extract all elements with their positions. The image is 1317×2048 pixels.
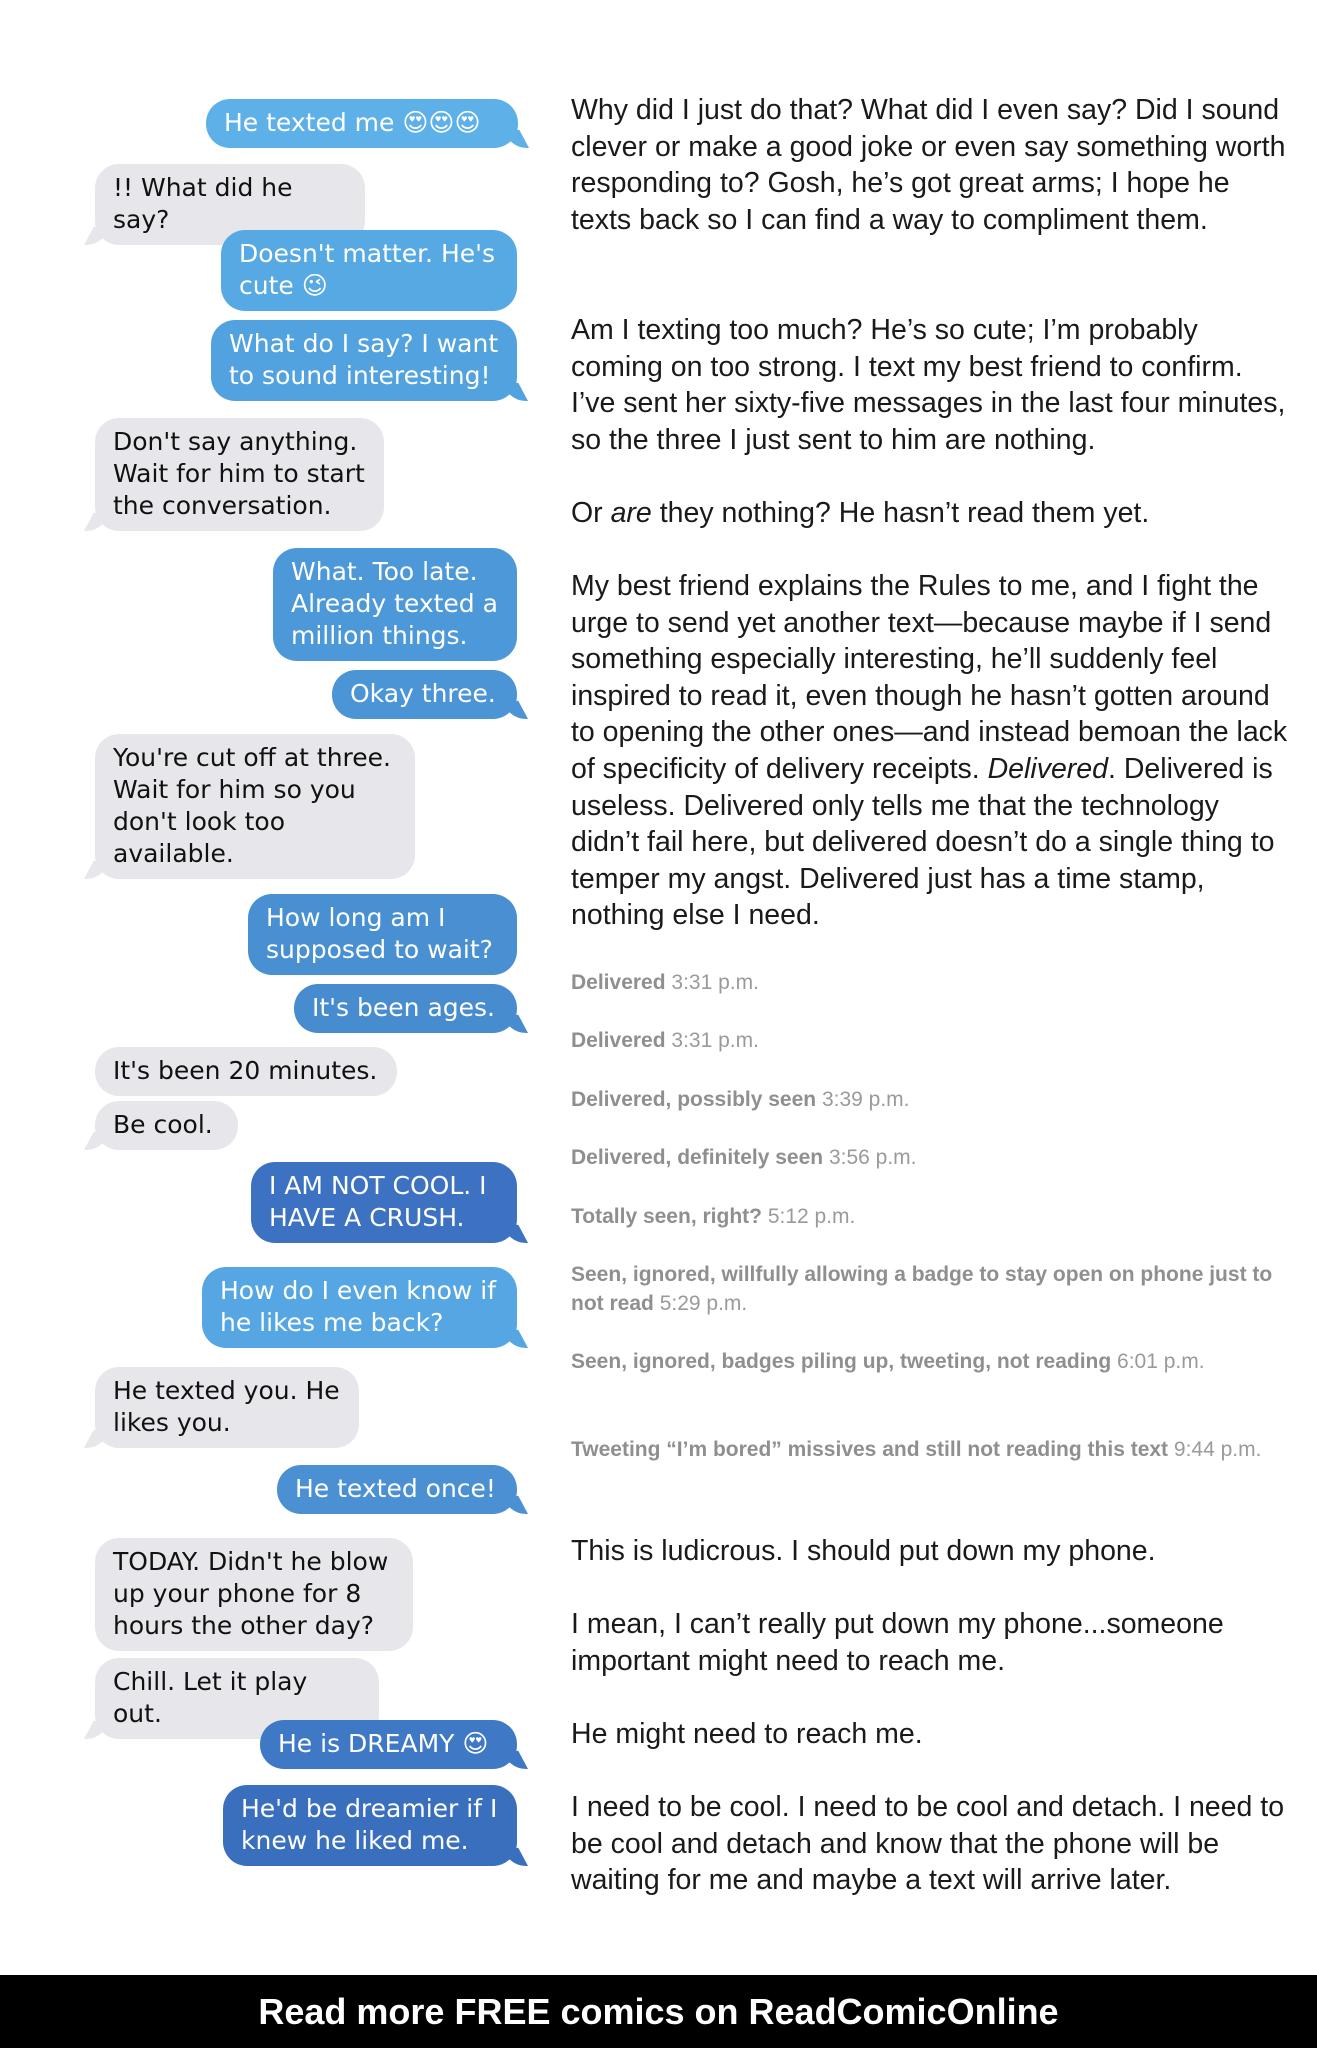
chat-thread [0,0,540,1970]
delivery-receipt [571,1435,1291,1464]
narration-paragraph [571,568,1291,934]
delivery-receipt [571,968,1291,997]
message-bubble-sent: I AM NOT COOL. I HAVE A CRUSH. [251,1162,517,1243]
receipt-status: Delivered, possibly seen [571,1088,817,1111]
receipt-status: Seen, ignored, badges piling up, tweeting, not reading [571,1350,1112,1373]
footer-text: Read more FREE comics on ReadComicOnline [258,1991,1059,2032]
footer-banner [0,1975,1317,2048]
message-bubble-received: Chill. Let it play out. [95,1658,379,1739]
message-bubble-sent: What. Too late. Already texted a million things. [273,548,517,661]
narration-text: they nothing? He hasn’t read them yet. [651,497,1150,529]
receipt-time: 5:29 p.m. [659,1292,748,1315]
narration-text: . Delivered is useless. Delivered only tells me that the technology didn’t fail here, but delivered doesn’t do a single thing to temper my angst. Delivered just has a time stamp, nothing else I need. [571,752,1275,932]
narration-paragraph: Am I texting too much? He’s so cute; I’m probably coming on too strong. I text my best friend to confirm. I’ve sent her sixty-five messages in the last four minutes, so the three I just sent to him are nothing. [571,314,1286,456]
message-bubble-received: Don't say anything. Wait for him to start the conversation. [95,418,384,531]
message-bubble-sent: He texted once! [277,1465,517,1514]
narration-paragraph: I mean, I can’t really put down my phone...someone important might need to reach me. [571,1608,1224,1677]
message-bubble-sent: What do I say? I want to sound interesting! [211,320,517,401]
message-bubble-sent: He'd be dreamier if I knew he liked me. [223,1785,517,1866]
receipt-status: Delivered [571,971,666,994]
narration-paragraph: I need to be cool. I need to be cool and detach. I need to be cool and detach and know that the phone will be waiting for me and maybe a text will arrive later. [571,1791,1285,1897]
receipt-status: Totally seen, right? [571,1205,762,1228]
message-bubble-received: Be cool. [95,1101,238,1150]
receipt-time: 3:39 p.m. [821,1088,910,1111]
narration-emphasis: are [610,497,652,529]
receipt-time: 3:31 p.m. [671,971,759,994]
receipt-time: 6:01 p.m. [1117,1350,1205,1373]
message-bubble-sent: Doesn't matter. He's cute 😉 [221,230,517,311]
receipt-time: 3:56 p.m. [828,1146,917,1169]
message-bubble-sent: He texted me 😍😍😍 [206,99,518,148]
receipt-time: 5:12 p.m. [767,1205,856,1228]
narration-text: Or [571,497,611,529]
message-bubble-received: It's been 20 minutes. [95,1047,397,1096]
receipt-status: Delivered [571,1029,666,1052]
receipt-time: 3:31 p.m. [671,1029,759,1052]
narration-paragraph [571,495,1291,532]
message-bubble-sent: How long am I supposed to wait? [248,894,517,975]
delivery-receipt [571,1085,1291,1114]
narration-text: My best friend explains the Rules to me, and I fight the urge to send yet another text—because maybe if I send something especially interesting, he’ll suddenly feel inspired to read it, even though he hasn’t gotten around to opening the other ones—and instead bemoan the lack of specificity of delivery receipts. [571,570,1288,785]
message-bubble-sent: How do I even know if he likes me back? [202,1267,517,1348]
delivery-receipt [571,1143,1291,1172]
receipt-status: Delivered, definitely seen [571,1146,824,1169]
message-bubble-received: You're cut off at three. Wait for him so you don't look too available. [95,734,415,879]
delivery-receipt [571,1347,1291,1376]
message-bubble-sent: Okay three. [332,670,517,719]
narration-paragraph: Why did I just do that? What did I even say? Did I sound clever or make a good joke or even say something worth responding to? Gosh, he’s got great arms; I hope he texts back so I can find a way to compliment them. [571,94,1286,236]
message-bubble-received: TODAY. Didn't he blow up your phone for 8 hours the other day? [95,1538,413,1651]
receipt-status: Tweeting “I’m bored” missives and still not reading this text [571,1438,1169,1461]
delivery-receipt [571,1260,1291,1318]
message-bubble-sent: It's been ages. [294,984,517,1033]
message-bubble-received: !! What did he say? [95,164,365,245]
receipt-time: 9:44 p.m. [1173,1438,1262,1461]
delivery-receipt [571,1202,1291,1231]
receipt-status: Seen, ignored, willfully allowing a badge to stay open on phone just to not read [571,1263,1273,1315]
narration-paragraph: He might need to reach me. [571,1718,923,1750]
narration-paragraph: This is ludicrous. I should put down my phone. [571,1535,1156,1567]
narration-emphasis: Delivered [987,752,1108,785]
message-bubble-received: He texted you. He likes you. [95,1367,359,1448]
message-bubble-sent: He is DREAMY 😍 [260,1720,517,1769]
delivery-receipt [571,1026,1291,1055]
